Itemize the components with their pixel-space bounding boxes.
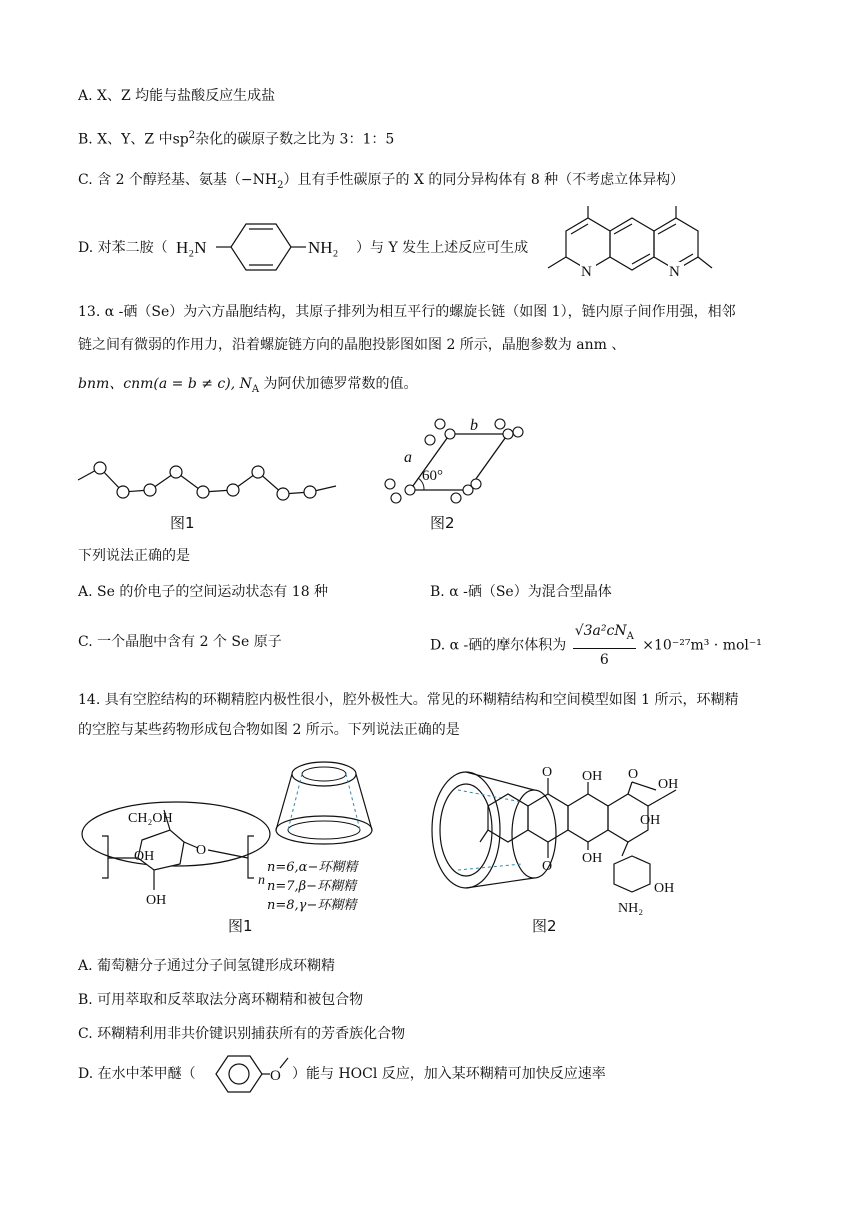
- q12-option-d-prefix: D. 对苯二胺（: [78, 240, 168, 256]
- legend-gamma: n=8,γ−环糊精: [267, 898, 357, 913]
- q12-option-c: [78, 170, 684, 196]
- diazaanthracene-structure: [536, 206, 716, 286]
- fig1-n-subscript: n: [258, 873, 265, 888]
- q12-option-c-sub: 2: [277, 179, 284, 191]
- fig2-oh-bottom: OH: [582, 851, 603, 866]
- h2n-label: H₂N: [176, 238, 207, 257]
- fig1-oh-ring: OH: [134, 849, 155, 864]
- fig2-oh-right: OH: [658, 777, 679, 792]
- fig2-o-bottom: O: [542, 859, 553, 874]
- legend-beta: n=7,β−环糊精: [267, 879, 357, 894]
- fig2-o-ketone: O: [628, 767, 639, 782]
- fig2-oh-mid: OH: [640, 813, 661, 828]
- q13-params: bnm、cnm(a = b ≠ c), N: [78, 376, 252, 392]
- q14-option-b: B. 可用萃取和反萃取法分离环糊精和被包合物: [78, 992, 364, 1008]
- q13-option-d-prefix: D. α -硒的摩尔体积为: [430, 637, 567, 654]
- q13-fig1-caption: 图1: [170, 514, 195, 532]
- q14-option-a: A. 葡萄糖分子通过分子间氢键形成环糊精: [78, 958, 336, 974]
- se-helix-chain-figure: [78, 460, 338, 510]
- q12-option-b-prefix: B. X、Y、Z 中: [78, 131, 173, 148]
- q13-option-d-fraction: [573, 620, 636, 671]
- legend-alpha: n=6,α−环糊精: [267, 860, 358, 875]
- fig2-oh-sugar: OH: [654, 881, 675, 896]
- anisole-o-atom: O: [270, 1068, 281, 1084]
- fig1-oh-bottom: OH: [146, 893, 167, 908]
- q14-option-d-prefix: D. 在水中苯甲醚（: [78, 1066, 196, 1082]
- fig2-o-top: O: [542, 765, 553, 780]
- fraction-numerator: √3a²cN: [574, 623, 627, 639]
- fig1-o-glycosidic: O: [196, 843, 207, 858]
- q14-stem-line2: 的空腔与某些药物形成包合物如图 2 所示。下列说法正确的是: [78, 722, 460, 738]
- q13-option-d: [430, 620, 762, 671]
- q13-option-a: A. Se 的价电子的空间运动状态有 18 种: [78, 584, 329, 600]
- q13-stem-line3: [78, 374, 418, 400]
- q13-option-b: B. α -硒（Se）为混合型晶体: [430, 584, 612, 600]
- q14-fig1-caption: 图1: [228, 917, 253, 935]
- inclusion-complex-figure: [418, 760, 698, 920]
- q14-option-c: C. 环糊精利用非共价键识别捕获所有的芳香族化合物: [78, 1026, 406, 1042]
- q13-option-d-suffix: ×10⁻²⁷m³ · mol⁻¹: [642, 637, 762, 654]
- q12-option-b: [78, 126, 394, 150]
- q14-fig2-caption: 图2: [532, 917, 557, 935]
- fig2-a-label: a: [404, 449, 412, 466]
- q12-option-b-suffix: 杂化的碳原子数之比为 3：1：5: [195, 131, 395, 148]
- fig2-nh2: NH₂: [618, 901, 644, 916]
- q14-option-d-suffix: ）能与 HOCl 反应，加入某环糊精可加快反应速率: [292, 1066, 606, 1082]
- p-phenylenediamine-structure: [176, 220, 356, 272]
- q13-stem-line2: 链之间有微弱的作用力，沿着螺旋链方向的晶胞投影图如图 2 所示，晶胞参数为 anm 、: [78, 337, 626, 353]
- q13-stem-line1: 13. α -硒（Se）为六方晶胞结构，其原子排列为相互平行的螺旋长链（如图 1），链内原子间作用强，相邻: [78, 304, 736, 320]
- cyclodextrin-legend: [267, 858, 357, 915]
- q14-stem-line1: 14. 具有空腔结构的环糊精腔内极性很小，腔外极性大。常见的环糊精结构和空间模型如图 1 所示，环糊精: [78, 692, 739, 708]
- cyclodextrin-cone-model: [270, 760, 380, 850]
- fraction-denominator: 6: [599, 651, 609, 668]
- se-cell-projection-figure: [378, 412, 528, 512]
- q12-option-c-group: −NH: [240, 172, 278, 188]
- q12-option-c-suffix: ）且有手性碳原子的 X 的同分异构体有 8 种（不考虑立体异构）: [283, 172, 685, 188]
- q13-stem-tail: 为阿伏加德罗常数的值。: [259, 376, 418, 392]
- q12-option-b-sup: 2: [188, 130, 196, 141]
- q12-option-b-sp: sp: [172, 131, 189, 148]
- nh2-label: NH₂: [308, 238, 339, 257]
- fig2-b-label: b: [470, 417, 478, 434]
- q13-option-c: C. 一个晶胞中含有 2 个 Se 原子: [78, 634, 282, 650]
- cyclodextrin-unit-figure: [80, 780, 270, 910]
- q13-na-sub: A: [251, 383, 260, 395]
- q13-question: 下列说法正确的是: [78, 548, 190, 564]
- q12-option-c-prefix: C. 含 2 个醇羟基、氨基（: [78, 172, 241, 188]
- fig2-oh-top: OH: [582, 769, 603, 784]
- anisole-structure: [210, 1050, 290, 1100]
- q12-option-a: A. X、Z 均能与盐酸反应生成盐: [78, 88, 276, 104]
- fig2-angle-label: 60°: [422, 468, 443, 484]
- fig1-ch2oh: CH₂OH: [128, 811, 173, 826]
- n-atom-right: N: [669, 264, 680, 280]
- n-atom-left: N: [581, 264, 592, 280]
- fraction-numerator-sub: A: [626, 630, 634, 642]
- q12-option-d-suffix: ）与 Y 发生上述反应可生成: [356, 240, 529, 256]
- q13-fig2-caption: 图2: [430, 514, 455, 532]
